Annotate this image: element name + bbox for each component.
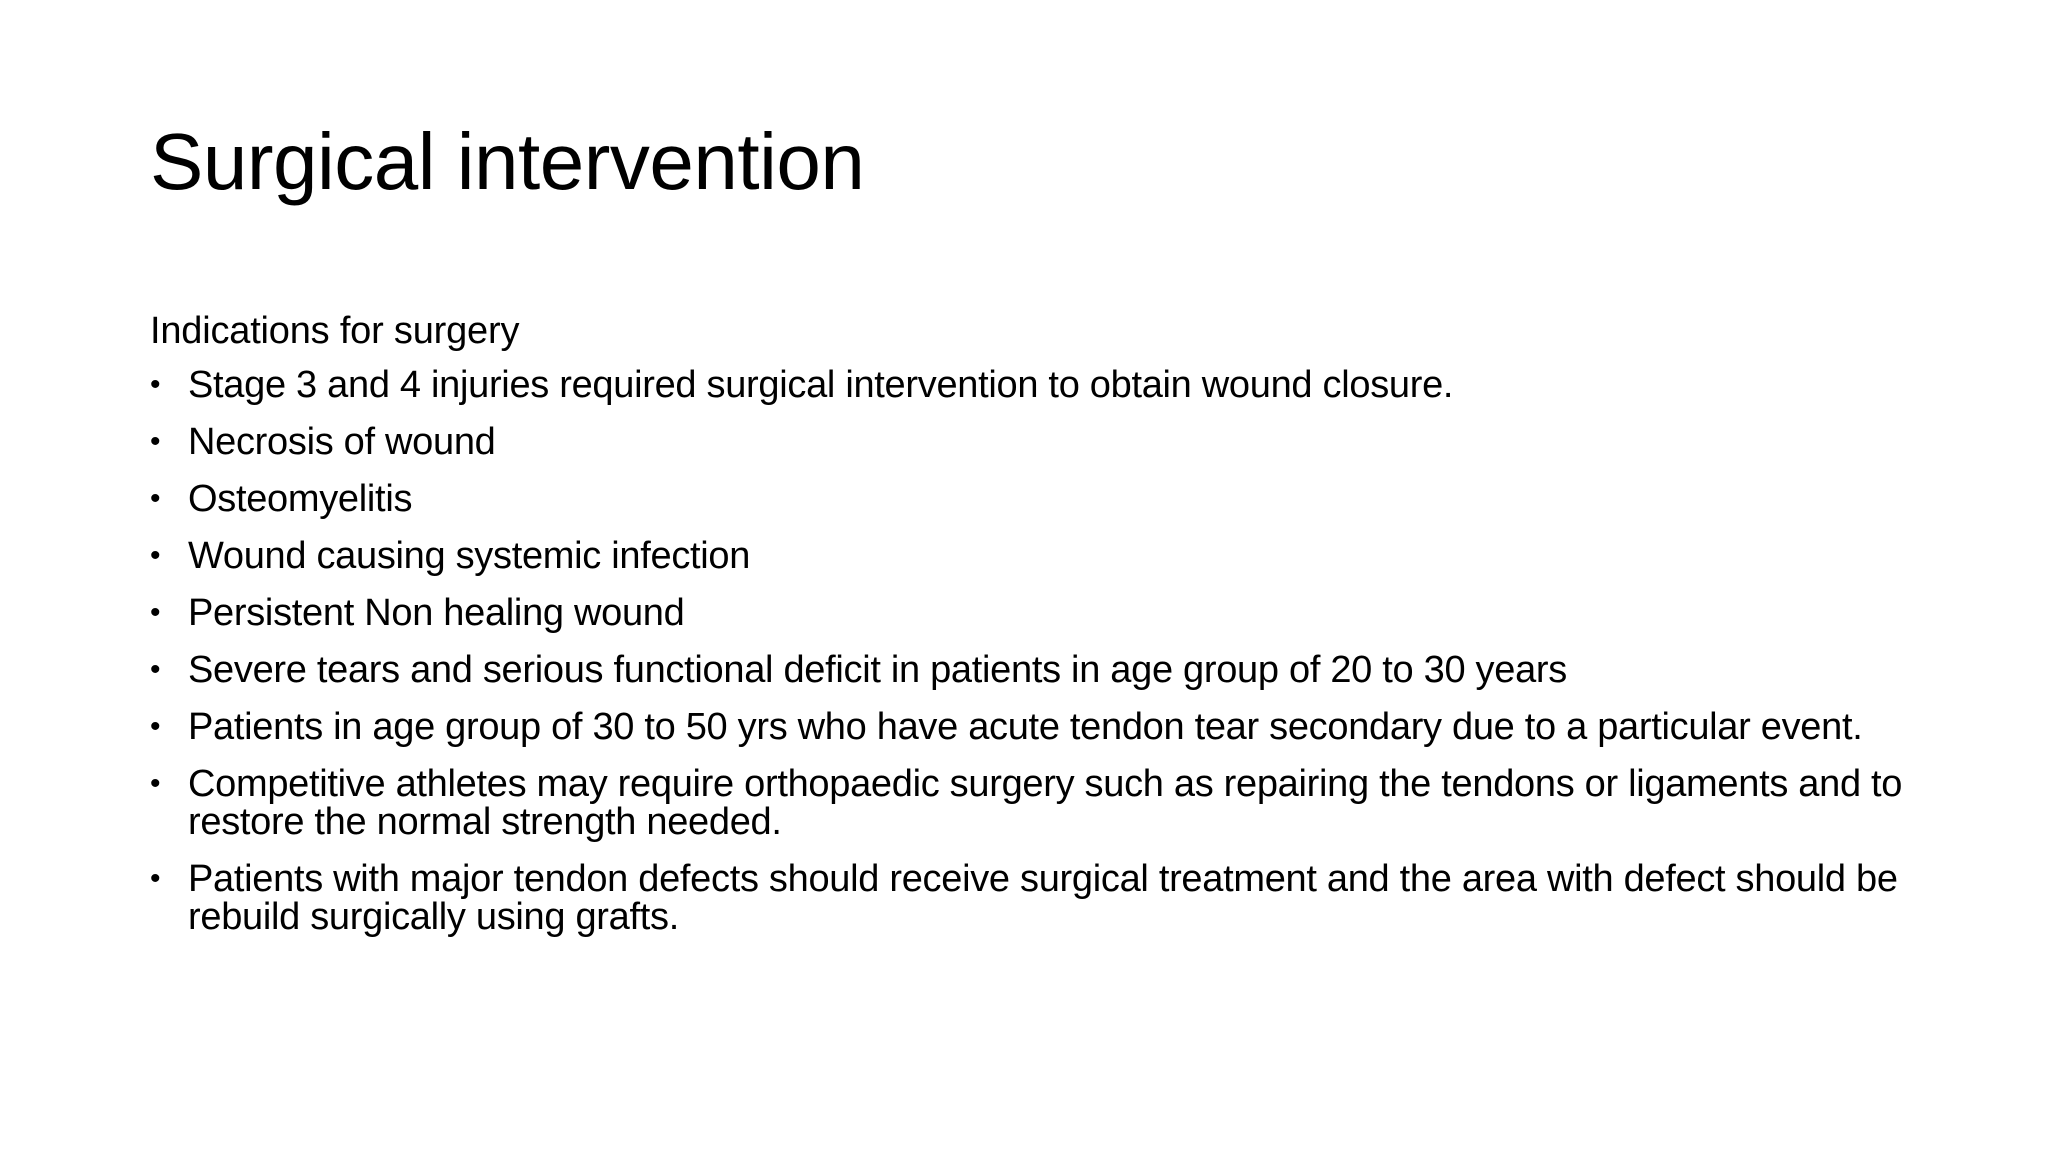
list-item	[150, 366, 1928, 404]
list-item-text: Severe tears and serious functional deficit in patients in age group of 20 to 30 years	[188, 649, 1567, 691]
slide-title: Surgical intervention	[150, 117, 865, 206]
list-item-text: Stage 3 and 4 injuries required surgical intervention to obtain wound closure.	[188, 364, 1454, 406]
bullet-icon: •	[150, 596, 161, 629]
list-item-text: Osteomyelitis	[188, 478, 413, 520]
list-item-text: Competitive athletes may require orthopaedic surgery such as repairing the tendons or ligaments and to restore the normal strength needed.	[188, 763, 1903, 843]
list-item	[150, 860, 1928, 936]
slide-body	[150, 308, 1910, 955]
list-item-text: Patients in age group of 30 to 50 yrs who have acute tendon tear secondary due to a particular event.	[188, 706, 1863, 748]
bullet-icon: •	[150, 862, 161, 895]
bullet-icon: •	[150, 710, 161, 743]
bullet-icon: •	[150, 767, 161, 800]
list-item	[150, 537, 1928, 575]
list-item	[150, 594, 1928, 632]
bullet-icon: •	[150, 425, 161, 458]
list-item-text: Persistent Non healing wound	[188, 592, 685, 634]
list-item-text: Patients with major tendon defects should receive surgical treatment and the area with defect should be rebuild surgically using grafts.	[188, 858, 1898, 938]
list-item	[150, 423, 1928, 461]
list-item	[150, 765, 1928, 841]
list-item	[150, 651, 1928, 689]
list-item	[150, 708, 1928, 746]
bullet-icon: •	[150, 368, 161, 401]
list-item	[150, 480, 1928, 518]
list-item-text: Necrosis of wound	[188, 421, 496, 463]
indications-list	[150, 366, 1910, 936]
indications-heading: Indications for surgery	[150, 310, 520, 352]
list-item-text: Wound causing systemic infection	[188, 535, 751, 577]
bullet-icon: •	[150, 653, 161, 686]
bullet-icon: •	[150, 482, 161, 515]
bullet-icon: •	[150, 539, 161, 572]
